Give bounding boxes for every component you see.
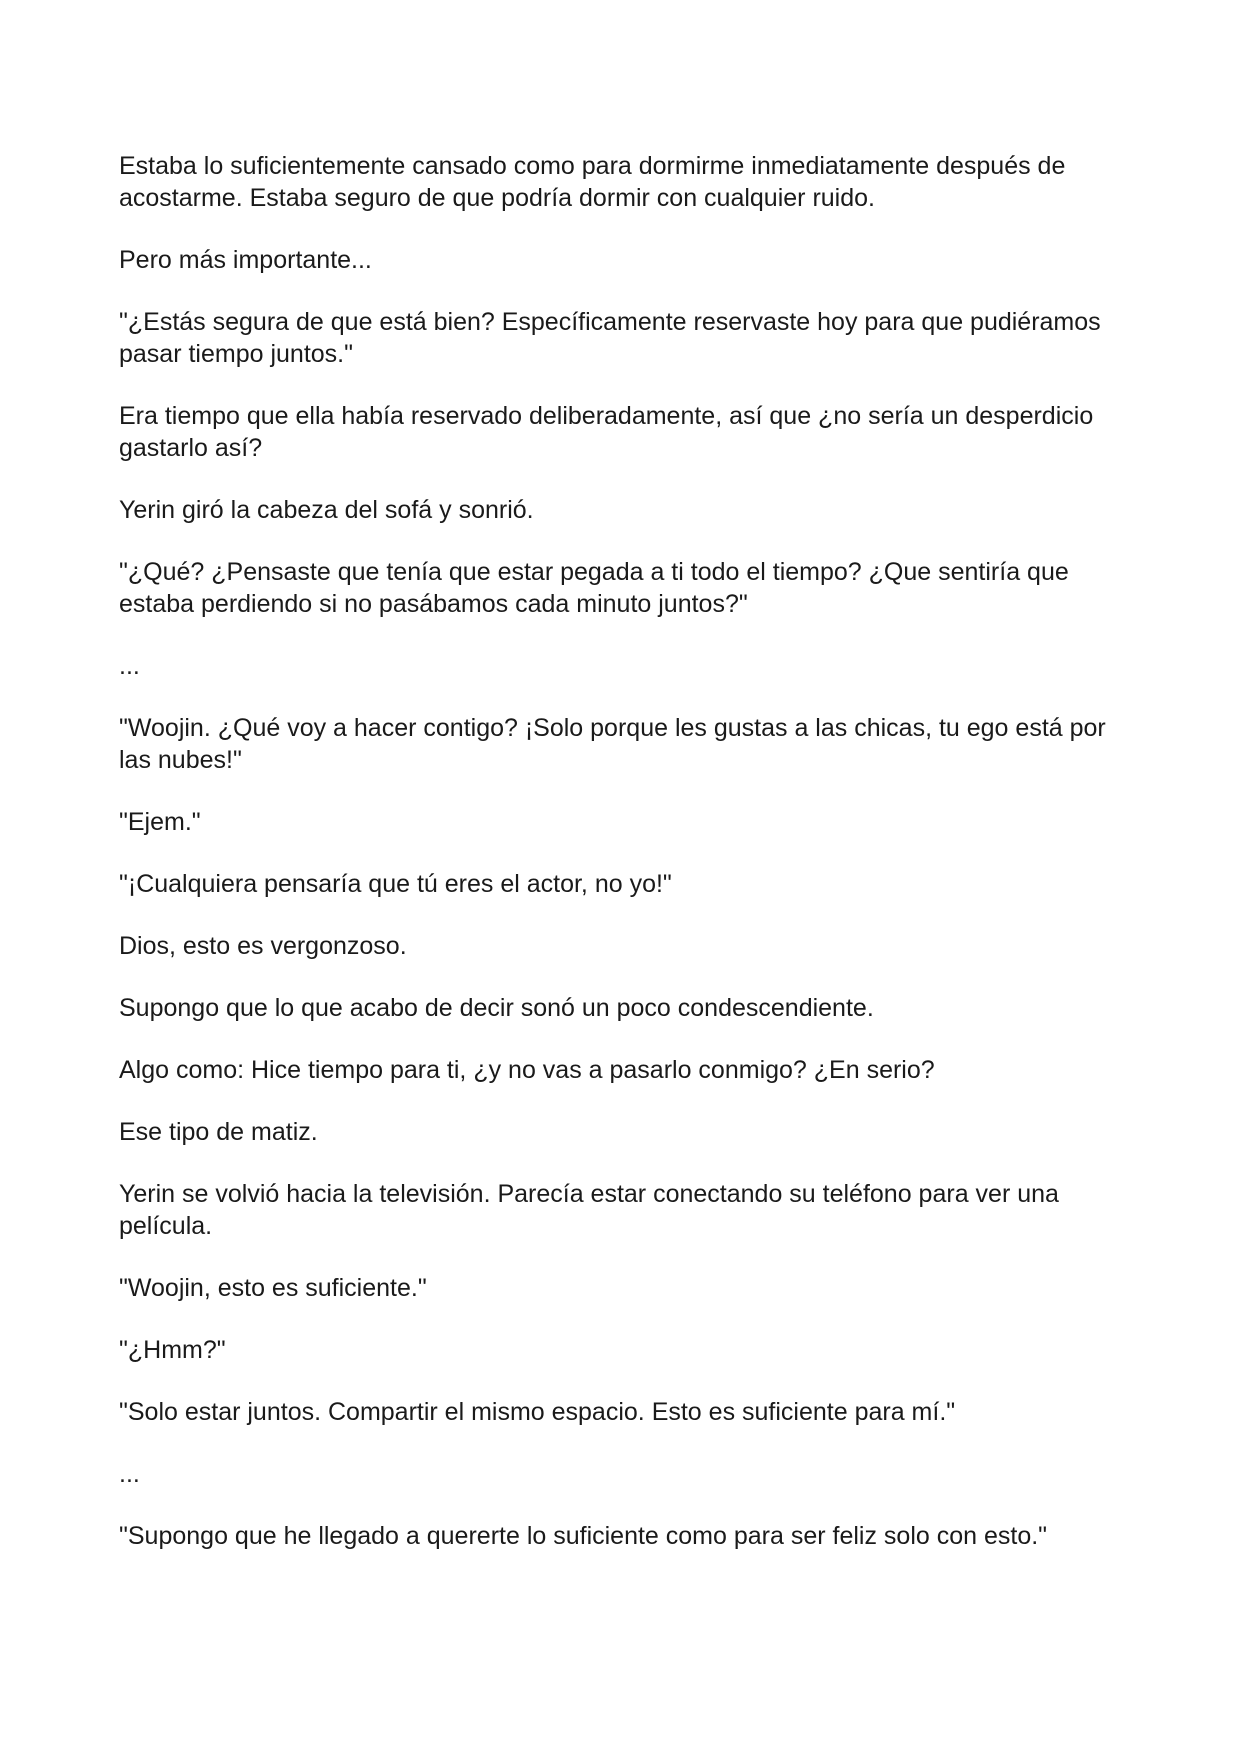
- paragraph-5: Yerin giró la cabeza del sofá y sonrió.: [119, 496, 534, 524]
- paragraph-9: "Ejem.": [119, 808, 201, 836]
- paragraph-15: Yerin se volvió hacia la televisión. Parecía estar conectando su teléfono para ver una película.: [119, 1180, 1059, 1240]
- paragraph-20: "Supongo que he llegado a quererte lo suficiente como para ser feliz solo con esto.": [119, 1522, 1048, 1550]
- body-text: [119, 150, 1129, 1582]
- paragraph-8: "Woojin. ¿Qué voy a hacer contigo? ¡Solo porque les gustas a las chicas, tu ego está por las nubes!": [119, 714, 1106, 774]
- paragraph-7: ...: [119, 652, 140, 680]
- paragraph-11: Dios, esto es vergonzoso.: [119, 932, 407, 960]
- paragraph-14: Ese tipo de matiz.: [119, 1118, 318, 1146]
- paragraph-4: Era tiempo que ella había reservado deliberadamente, así que ¿no sería un desperdicio gastarlo así?: [119, 402, 1094, 462]
- paragraph-19: ...: [119, 1460, 140, 1488]
- paragraph-10: "¡Cualquiera pensaría que tú eres el actor, no yo!": [119, 870, 672, 898]
- paragraph-1: Estaba lo suficientemente cansado como para dormirme inmediatamente después de acostarme. Estaba seguro de que podría dormir con cualquier ruido.: [119, 152, 1066, 212]
- paragraph-6: "¿Qué? ¿Pensaste que tenía que estar pegada a ti todo el tiempo? ¿Que sentiría que estaba perdiendo si no pasábamos cada minuto juntos?": [119, 558, 1069, 618]
- paragraph-12: Supongo que lo que acabo de decir sonó un poco condescendiente.: [119, 994, 874, 1022]
- paragraph-3: "¿Estás segura de que está bien? Específicamente reservaste hoy para que pudiéramos pasar tiempo juntos.": [119, 308, 1101, 368]
- paragraph-18: "Solo estar juntos. Compartir el mismo espacio. Esto es suficiente para mí.": [119, 1398, 956, 1426]
- paragraph-13: Algo como: Hice tiempo para ti, ¿y no vas a pasarlo conmigo? ¿En serio?: [119, 1056, 935, 1084]
- paragraph-16: "Woojin, esto es suficiente.": [119, 1274, 427, 1302]
- paragraph-2: Pero más importante...: [119, 246, 372, 274]
- paragraph-17: "¿Hmm?": [119, 1336, 226, 1364]
